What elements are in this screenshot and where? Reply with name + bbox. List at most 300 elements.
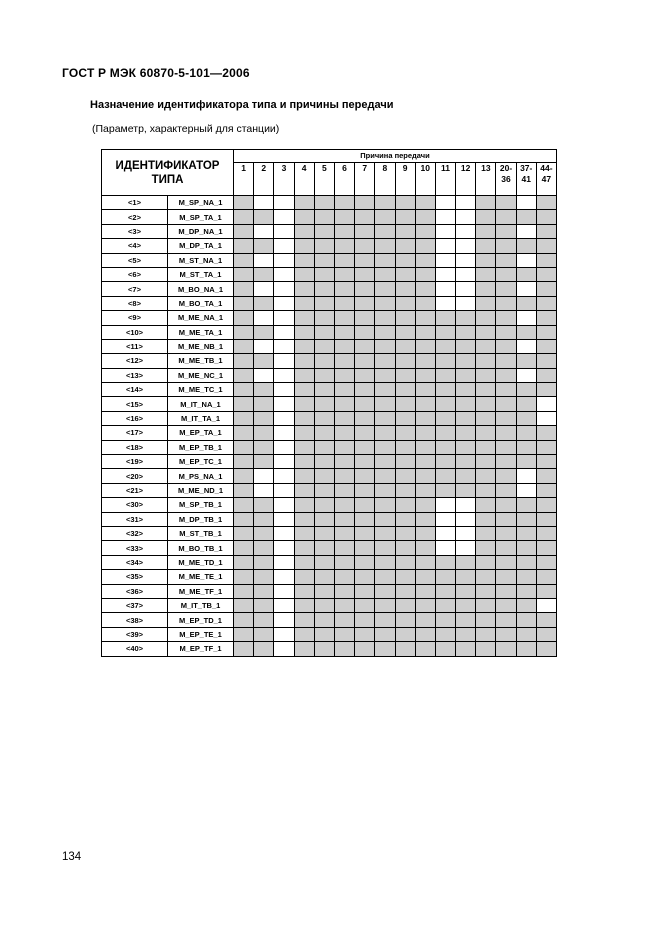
cell-shaded bbox=[355, 296, 375, 310]
cell-shaded bbox=[395, 613, 415, 627]
cell-shaded bbox=[395, 440, 415, 454]
cell-shaded bbox=[395, 469, 415, 483]
cell-shaded bbox=[254, 325, 274, 339]
cell-shaded bbox=[476, 469, 496, 483]
cell-shaded bbox=[375, 613, 395, 627]
cell-shaded bbox=[516, 498, 536, 512]
cell-shaded bbox=[415, 498, 435, 512]
cell-blank bbox=[274, 282, 294, 296]
cell-shaded bbox=[334, 541, 354, 555]
cell-shaded bbox=[476, 426, 496, 440]
cell-shaded bbox=[375, 440, 395, 454]
type-name: M_ME_NC_1 bbox=[168, 368, 234, 382]
section-subtitle: (Параметр, характерный для станции) bbox=[92, 123, 280, 135]
cell-shaded bbox=[496, 426, 516, 440]
cell-shaded bbox=[314, 354, 334, 368]
table-row bbox=[102, 526, 557, 540]
cell-shaded bbox=[435, 455, 455, 469]
cell-shaded bbox=[496, 584, 516, 598]
cell-shaded bbox=[375, 455, 395, 469]
cell-shaded bbox=[294, 598, 314, 612]
cause-col-header: 20-36 bbox=[496, 162, 516, 195]
cell-shaded bbox=[395, 196, 415, 210]
type-code: <37> bbox=[102, 598, 168, 612]
table-row bbox=[102, 469, 557, 483]
cell-shaded bbox=[476, 282, 496, 296]
cell-shaded bbox=[476, 483, 496, 497]
cell-shaded bbox=[234, 253, 254, 267]
cell-shaded bbox=[234, 224, 254, 238]
cell-shaded bbox=[516, 296, 536, 310]
cell-blank bbox=[274, 224, 294, 238]
cell-shaded bbox=[496, 627, 516, 641]
cell-shaded bbox=[314, 397, 334, 411]
cell-shaded bbox=[355, 397, 375, 411]
cell-shaded bbox=[496, 239, 516, 253]
cell-shaded bbox=[294, 325, 314, 339]
cell-shaded bbox=[476, 354, 496, 368]
cell-shaded bbox=[234, 311, 254, 325]
cell-shaded bbox=[456, 397, 476, 411]
cell-shaded bbox=[516, 512, 536, 526]
cell-shaded bbox=[536, 383, 556, 397]
cell-blank bbox=[254, 339, 274, 353]
cell-shaded bbox=[334, 483, 354, 497]
table-body bbox=[102, 196, 557, 657]
table-header-row bbox=[102, 150, 557, 163]
cell-shaded bbox=[294, 498, 314, 512]
cell-shaded bbox=[395, 210, 415, 224]
type-code: <19> bbox=[102, 455, 168, 469]
cell-shaded bbox=[476, 253, 496, 267]
cell-shaded bbox=[435, 469, 455, 483]
cell-shaded bbox=[395, 325, 415, 339]
cell-shaded bbox=[496, 196, 516, 210]
cell-shaded bbox=[334, 311, 354, 325]
table-row bbox=[102, 267, 557, 281]
cell-shaded bbox=[234, 584, 254, 598]
cell-shaded bbox=[314, 282, 334, 296]
cell-shaded bbox=[415, 570, 435, 584]
cell-shaded bbox=[375, 282, 395, 296]
type-code: <14> bbox=[102, 383, 168, 397]
cell-shaded bbox=[334, 642, 354, 656]
type-name: M_EP_TF_1 bbox=[168, 642, 234, 656]
cell-shaded bbox=[415, 555, 435, 569]
cell-shaded bbox=[294, 642, 314, 656]
cell-shaded bbox=[294, 627, 314, 641]
type-name: M_DP_TA_1 bbox=[168, 239, 234, 253]
cause-col-header: 5 bbox=[314, 162, 334, 195]
cell-shaded bbox=[314, 512, 334, 526]
cell-shaded bbox=[415, 311, 435, 325]
cell-shaded bbox=[496, 526, 516, 540]
cell-shaded bbox=[476, 440, 496, 454]
cell-blank bbox=[435, 267, 455, 281]
cell-shaded bbox=[395, 498, 415, 512]
cell-shaded bbox=[435, 584, 455, 598]
type-code: <7> bbox=[102, 282, 168, 296]
cell-shaded bbox=[415, 397, 435, 411]
cell-shaded bbox=[395, 541, 415, 555]
type-name: M_DP_NA_1 bbox=[168, 224, 234, 238]
cell-shaded bbox=[476, 368, 496, 382]
cell-shaded bbox=[355, 483, 375, 497]
cell-shaded bbox=[435, 354, 455, 368]
cell-shaded bbox=[415, 584, 435, 598]
cell-shaded bbox=[395, 267, 415, 281]
cell-shaded bbox=[476, 325, 496, 339]
cell-shaded bbox=[395, 224, 415, 238]
cell-blank bbox=[274, 354, 294, 368]
cell-blank bbox=[274, 253, 294, 267]
section-title: Назначение идентификатора типа и причины передачи bbox=[90, 99, 394, 111]
type-name: M_IT_NA_1 bbox=[168, 397, 234, 411]
cell-shaded bbox=[456, 354, 476, 368]
cell-shaded bbox=[516, 627, 536, 641]
cell-shaded bbox=[536, 296, 556, 310]
table-row bbox=[102, 210, 557, 224]
cell-shaded bbox=[334, 196, 354, 210]
cell-blank bbox=[435, 541, 455, 555]
cell-shaded bbox=[294, 196, 314, 210]
cell-shaded bbox=[536, 483, 556, 497]
cell-blank bbox=[274, 383, 294, 397]
type-code: <17> bbox=[102, 426, 168, 440]
cell-shaded bbox=[395, 368, 415, 382]
cause-col-header: 37-41 bbox=[516, 162, 536, 195]
cell-shaded bbox=[375, 598, 395, 612]
cell-shaded bbox=[375, 196, 395, 210]
cell-shaded bbox=[415, 526, 435, 540]
type-name: M_ME_NA_1 bbox=[168, 311, 234, 325]
cell-shaded bbox=[415, 440, 435, 454]
cell-shaded bbox=[375, 253, 395, 267]
cell-shaded bbox=[375, 311, 395, 325]
type-code: <20> bbox=[102, 469, 168, 483]
cell-shaded bbox=[435, 570, 455, 584]
cell-blank bbox=[516, 224, 536, 238]
cell-shaded bbox=[375, 325, 395, 339]
cell-shaded bbox=[536, 311, 556, 325]
type-code: <36> bbox=[102, 584, 168, 598]
cell-shaded bbox=[234, 368, 254, 382]
table-row bbox=[102, 325, 557, 339]
cell-shaded bbox=[314, 253, 334, 267]
cell-shaded bbox=[294, 483, 314, 497]
cell-shaded bbox=[375, 541, 395, 555]
type-code: <34> bbox=[102, 555, 168, 569]
cell-shaded bbox=[234, 239, 254, 253]
cell-shaded bbox=[536, 570, 556, 584]
cell-shaded bbox=[415, 325, 435, 339]
cell-shaded bbox=[496, 210, 516, 224]
cell-blank bbox=[435, 239, 455, 253]
type-name: M_ME_TA_1 bbox=[168, 325, 234, 339]
cell-blank bbox=[274, 498, 294, 512]
cell-shaded bbox=[496, 354, 516, 368]
cause-col-header: 13 bbox=[476, 162, 496, 195]
cell-shaded bbox=[435, 613, 455, 627]
cell-blank bbox=[254, 282, 274, 296]
table-row bbox=[102, 570, 557, 584]
cell-shaded bbox=[476, 613, 496, 627]
cell-shaded bbox=[516, 584, 536, 598]
cell-blank bbox=[274, 512, 294, 526]
cell-blank bbox=[435, 526, 455, 540]
cell-shaded bbox=[516, 613, 536, 627]
cell-shaded bbox=[314, 224, 334, 238]
table-row bbox=[102, 339, 557, 353]
cell-blank bbox=[274, 296, 294, 310]
cell-shaded bbox=[334, 440, 354, 454]
cell-shaded bbox=[314, 267, 334, 281]
cell-blank bbox=[274, 267, 294, 281]
cell-shaded bbox=[516, 555, 536, 569]
cell-shaded bbox=[314, 368, 334, 382]
table-row bbox=[102, 512, 557, 526]
cell-shaded bbox=[496, 598, 516, 612]
cell-shaded bbox=[496, 397, 516, 411]
cause-col-header: 2 bbox=[254, 162, 274, 195]
cell-shaded bbox=[496, 512, 516, 526]
type-name: M_ST_NA_1 bbox=[168, 253, 234, 267]
cell-shaded bbox=[536, 253, 556, 267]
cell-shaded bbox=[516, 325, 536, 339]
cell-shaded bbox=[476, 267, 496, 281]
cell-shaded bbox=[536, 541, 556, 555]
cell-shaded bbox=[355, 411, 375, 425]
cell-shaded bbox=[415, 627, 435, 641]
cell-shaded bbox=[536, 498, 556, 512]
cell-shaded bbox=[415, 354, 435, 368]
cell-shaded bbox=[415, 267, 435, 281]
cell-shaded bbox=[314, 311, 334, 325]
cell-shaded bbox=[435, 483, 455, 497]
cell-blank bbox=[274, 426, 294, 440]
type-name: M_SP_NA_1 bbox=[168, 196, 234, 210]
cell-shaded bbox=[294, 267, 314, 281]
cell-shaded bbox=[314, 483, 334, 497]
cell-shaded bbox=[355, 354, 375, 368]
cell-shaded bbox=[314, 411, 334, 425]
cell-shaded bbox=[435, 339, 455, 353]
cause-col-header: 1 bbox=[234, 162, 254, 195]
cell-blank bbox=[274, 368, 294, 382]
cell-shaded bbox=[254, 296, 274, 310]
cell-blank bbox=[274, 325, 294, 339]
cell-shaded bbox=[375, 354, 395, 368]
cell-shaded bbox=[234, 354, 254, 368]
cell-blank bbox=[456, 282, 476, 296]
cell-shaded bbox=[314, 426, 334, 440]
cell-shaded bbox=[334, 411, 354, 425]
type-name: M_EP_TD_1 bbox=[168, 613, 234, 627]
cell-shaded bbox=[314, 526, 334, 540]
cell-shaded bbox=[234, 210, 254, 224]
cell-shaded bbox=[314, 196, 334, 210]
cell-shaded bbox=[375, 483, 395, 497]
cause-col-header: 7 bbox=[355, 162, 375, 195]
cell-blank bbox=[456, 210, 476, 224]
cell-shaded bbox=[536, 267, 556, 281]
cell-shaded bbox=[375, 570, 395, 584]
cell-shaded bbox=[334, 426, 354, 440]
cell-blank bbox=[456, 253, 476, 267]
type-code: <10> bbox=[102, 325, 168, 339]
cell-blank bbox=[254, 368, 274, 382]
cell-shaded bbox=[476, 196, 496, 210]
cell-blank bbox=[435, 512, 455, 526]
cell-shaded bbox=[355, 253, 375, 267]
cell-shaded bbox=[254, 440, 274, 454]
cell-blank bbox=[435, 296, 455, 310]
cell-shaded bbox=[456, 598, 476, 612]
cell-shaded bbox=[536, 354, 556, 368]
cell-shaded bbox=[415, 224, 435, 238]
type-name: M_SP_TB_1 bbox=[168, 498, 234, 512]
cell-shaded bbox=[456, 455, 476, 469]
cell-shaded bbox=[234, 526, 254, 540]
cell-blank bbox=[254, 196, 274, 210]
cell-shaded bbox=[375, 397, 395, 411]
cell-shaded bbox=[375, 339, 395, 353]
cell-blank bbox=[274, 526, 294, 540]
cell-shaded bbox=[536, 526, 556, 540]
cell-shaded bbox=[314, 455, 334, 469]
cell-shaded bbox=[375, 498, 395, 512]
cell-shaded bbox=[476, 526, 496, 540]
cell-shaded bbox=[435, 555, 455, 569]
cell-shaded bbox=[254, 555, 274, 569]
cell-shaded bbox=[476, 397, 496, 411]
cell-shaded bbox=[375, 239, 395, 253]
cell-shaded bbox=[536, 210, 556, 224]
cell-shaded bbox=[435, 642, 455, 656]
cell-blank bbox=[516, 311, 536, 325]
type-name: M_BO_TA_1 bbox=[168, 296, 234, 310]
cell-shaded bbox=[395, 411, 415, 425]
cell-shaded bbox=[395, 627, 415, 641]
cell-shaded bbox=[516, 210, 536, 224]
type-code: <6> bbox=[102, 267, 168, 281]
cell-blank bbox=[274, 397, 294, 411]
cell-shaded bbox=[415, 411, 435, 425]
cell-shaded bbox=[314, 642, 334, 656]
cell-shaded bbox=[435, 598, 455, 612]
type-code: <15> bbox=[102, 397, 168, 411]
cell-shaded bbox=[294, 224, 314, 238]
cell-shaded bbox=[355, 584, 375, 598]
cell-shaded bbox=[334, 210, 354, 224]
cell-shaded bbox=[254, 627, 274, 641]
cell-shaded bbox=[476, 339, 496, 353]
cell-shaded bbox=[375, 296, 395, 310]
cell-shaded bbox=[415, 598, 435, 612]
cell-blank bbox=[435, 224, 455, 238]
cell-shaded bbox=[334, 296, 354, 310]
table-row bbox=[102, 642, 557, 656]
type-name: M_EP_TB_1 bbox=[168, 440, 234, 454]
cell-blank bbox=[456, 541, 476, 555]
table-row bbox=[102, 613, 557, 627]
cell-shaded bbox=[415, 483, 435, 497]
cell-blank bbox=[456, 239, 476, 253]
cell-shaded bbox=[294, 296, 314, 310]
cell-shaded bbox=[375, 584, 395, 598]
cell-shaded bbox=[314, 498, 334, 512]
cell-shaded bbox=[314, 469, 334, 483]
cell-shaded bbox=[234, 627, 254, 641]
cell-shaded bbox=[334, 627, 354, 641]
cell-blank bbox=[274, 411, 294, 425]
type-code: <33> bbox=[102, 541, 168, 555]
cell-shaded bbox=[254, 383, 274, 397]
type-name: M_ME_ND_1 bbox=[168, 483, 234, 497]
type-name: M_ST_TA_1 bbox=[168, 267, 234, 281]
cell-shaded bbox=[334, 368, 354, 382]
cell-shaded bbox=[395, 282, 415, 296]
cell-blank bbox=[435, 210, 455, 224]
cell-shaded bbox=[234, 613, 254, 627]
cell-shaded bbox=[476, 541, 496, 555]
cell-shaded bbox=[375, 642, 395, 656]
cell-blank bbox=[516, 339, 536, 353]
cell-shaded bbox=[415, 339, 435, 353]
cell-shaded bbox=[456, 613, 476, 627]
cell-shaded bbox=[415, 253, 435, 267]
cell-blank bbox=[254, 224, 274, 238]
cell-shaded bbox=[294, 555, 314, 569]
cell-shaded bbox=[294, 570, 314, 584]
type-name: M_BO_NA_1 bbox=[168, 282, 234, 296]
cell-blank bbox=[516, 368, 536, 382]
cell-blank bbox=[536, 397, 556, 411]
type-code: <11> bbox=[102, 339, 168, 353]
cell-shaded bbox=[334, 224, 354, 238]
cell-shaded bbox=[395, 296, 415, 310]
type-code: <4> bbox=[102, 239, 168, 253]
type-name: M_EP_TC_1 bbox=[168, 455, 234, 469]
cell-blank bbox=[516, 253, 536, 267]
cell-shaded bbox=[375, 210, 395, 224]
cell-shaded bbox=[456, 325, 476, 339]
cell-shaded bbox=[496, 613, 516, 627]
cell-blank bbox=[274, 613, 294, 627]
cell-shaded bbox=[435, 440, 455, 454]
cell-shaded bbox=[314, 570, 334, 584]
cell-shaded bbox=[516, 455, 536, 469]
cell-shaded bbox=[536, 282, 556, 296]
cell-shaded bbox=[496, 224, 516, 238]
cell-blank bbox=[456, 224, 476, 238]
cell-shaded bbox=[435, 311, 455, 325]
type-name: M_IT_TB_1 bbox=[168, 598, 234, 612]
cell-shaded bbox=[536, 627, 556, 641]
cell-shaded bbox=[314, 541, 334, 555]
cell-shaded bbox=[355, 570, 375, 584]
cell-shaded bbox=[314, 383, 334, 397]
type-code: <39> bbox=[102, 627, 168, 641]
cell-blank bbox=[456, 267, 476, 281]
cell-shaded bbox=[456, 570, 476, 584]
cell-shaded bbox=[355, 368, 375, 382]
type-name: M_ME_TC_1 bbox=[168, 383, 234, 397]
type-name: M_ST_TB_1 bbox=[168, 526, 234, 540]
cell-shaded bbox=[395, 339, 415, 353]
cell-shaded bbox=[476, 498, 496, 512]
table-row bbox=[102, 311, 557, 325]
